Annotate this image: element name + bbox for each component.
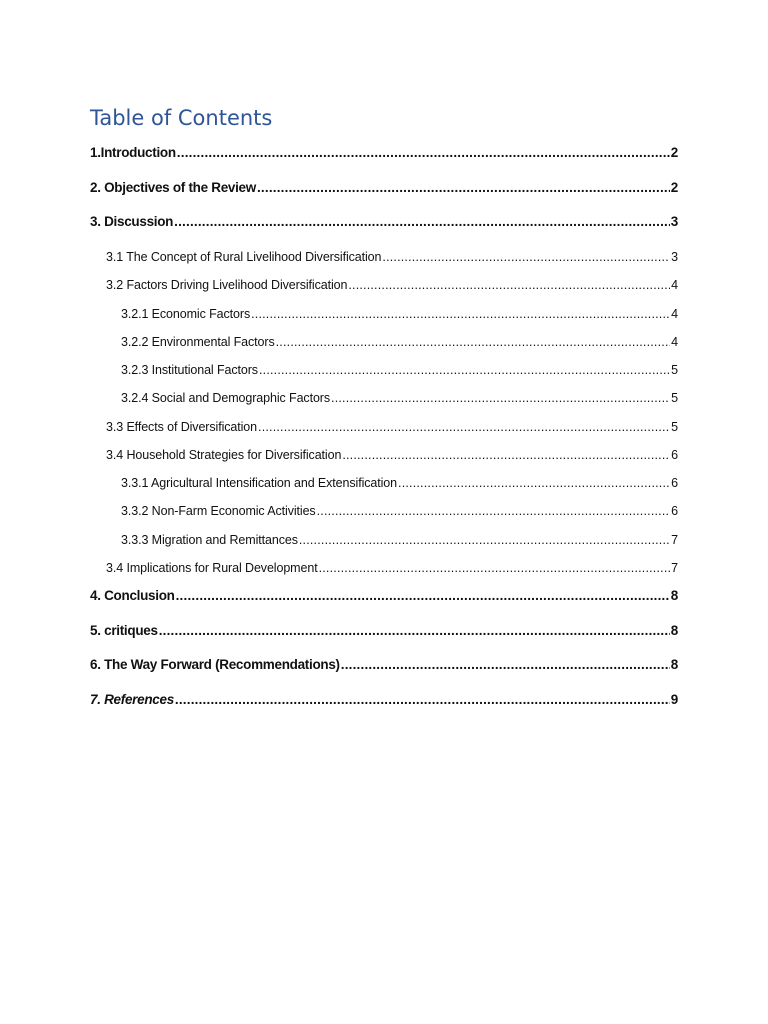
- toc-page-number: 6: [671, 448, 678, 462]
- toc-dot-leader: [159, 623, 670, 638]
- toc-page-number: 4: [671, 278, 678, 292]
- toc-dot-leader: [348, 278, 670, 292]
- toc-page-number: 5: [671, 391, 678, 405]
- toc-entry-label: 3.2 Factors Driving Livelihood Diversification: [106, 278, 348, 292]
- toc-page-number: 7: [671, 533, 678, 547]
- toc-entry-label: 1.Introduction: [90, 145, 176, 160]
- toc-dot-leader: [175, 692, 670, 707]
- toc-entry-label: 3.4 Implications for Rural Development: [106, 561, 318, 575]
- toc-dot-leader: [177, 145, 670, 160]
- toc-dot-leader: [299, 533, 670, 547]
- toc-entry[interactable]: [106, 250, 678, 264]
- toc-page-number: 6: [671, 476, 678, 490]
- toc-entry[interactable]: [121, 504, 678, 518]
- toc-entry-label: 3.4 Household Strategies for Diversification: [106, 448, 342, 462]
- toc-dot-leader: [174, 214, 670, 229]
- toc-page-number: 2: [670, 180, 678, 195]
- toc-entry-label: 3.2.3 Institutional Factors: [121, 363, 258, 377]
- toc-entry-label: 3.3 Effects of Diversification: [106, 420, 258, 434]
- toc-entry[interactable]: [90, 145, 678, 160]
- toc-entry[interactable]: [90, 623, 678, 638]
- toc-dot-leader: [398, 476, 670, 490]
- toc-dot-leader: [342, 448, 670, 462]
- toc-page-number: 8: [670, 657, 678, 672]
- toc-page-number: 4: [671, 335, 678, 349]
- toc-entry-label: 3.2.2 Environmental Factors: [121, 335, 275, 349]
- toc-dot-leader: [382, 250, 670, 264]
- toc-dot-leader: [341, 657, 670, 672]
- toc-entry-label: 4. Conclusion: [90, 588, 175, 603]
- toc-entry[interactable]: [106, 561, 678, 575]
- toc-entry-label: 3.2.1 Economic Factors: [121, 307, 251, 321]
- toc-page-number: 4: [671, 307, 678, 321]
- toc-entry[interactable]: [90, 214, 678, 229]
- toc-entry[interactable]: [121, 391, 678, 405]
- toc-page-number: 8: [670, 623, 678, 638]
- toc-entry[interactable]: [90, 588, 678, 603]
- toc-entry[interactable]: [121, 533, 678, 547]
- toc-entry-label: 3.3.2 Non-Farm Economic Activities: [121, 504, 316, 518]
- toc-entry-label: 3.3.1 Agricultural Intensification and Extensification: [121, 476, 398, 490]
- toc-entry-label: 5. critiques: [90, 623, 158, 638]
- toc-page-number: 5: [671, 363, 678, 377]
- toc-dot-leader: [319, 561, 671, 575]
- toc-dot-leader: [276, 335, 671, 349]
- toc-page-number: 9: [670, 692, 678, 707]
- toc-dot-leader: [251, 307, 670, 321]
- toc-entry[interactable]: [106, 448, 678, 462]
- toc-entry-label: 6. The Way Forward (Recommendations): [90, 657, 340, 672]
- toc-dot-leader: [331, 391, 670, 405]
- toc-entry-label: 3.1 The Concept of Rural Livelihood Diversification: [106, 250, 382, 264]
- toc-entry-label: 3.3.3 Migration and Remittances: [121, 533, 298, 547]
- toc-page-number: 8: [670, 588, 678, 603]
- toc-entry[interactable]: [121, 335, 678, 349]
- toc-entry[interactable]: [121, 476, 678, 490]
- toc-dot-leader: [317, 504, 671, 518]
- toc-entry[interactable]: [121, 363, 678, 377]
- toc-entry-label: 3. Discussion: [90, 214, 174, 229]
- toc-page-number: 6: [671, 504, 678, 518]
- toc-entry[interactable]: [106, 420, 678, 434]
- toc-entry[interactable]: [106, 278, 678, 292]
- toc-entry-label: 7. References: [90, 692, 174, 707]
- toc-entry-label: 3.2.4 Social and Demographic Factors: [121, 391, 331, 405]
- toc-page-number: 7: [671, 561, 678, 575]
- toc-page-number: 3: [670, 214, 678, 229]
- toc-entry[interactable]: [90, 692, 678, 707]
- toc-page-number: 2: [670, 145, 678, 160]
- toc-entry[interactable]: [121, 307, 678, 321]
- toc-entry-label: 2. Objectives of the Review: [90, 180, 256, 195]
- toc-dot-leader: [176, 588, 670, 603]
- toc-page-number: 3: [671, 250, 678, 264]
- toc-page-number: 5: [671, 420, 678, 434]
- toc-dot-leader: [259, 363, 670, 377]
- toc-dot-leader: [258, 420, 670, 434]
- toc-heading: Table of Contents: [90, 106, 273, 130]
- toc-entry[interactable]: [90, 657, 678, 672]
- toc-dot-leader: [257, 180, 670, 195]
- toc-entry[interactable]: [90, 180, 678, 195]
